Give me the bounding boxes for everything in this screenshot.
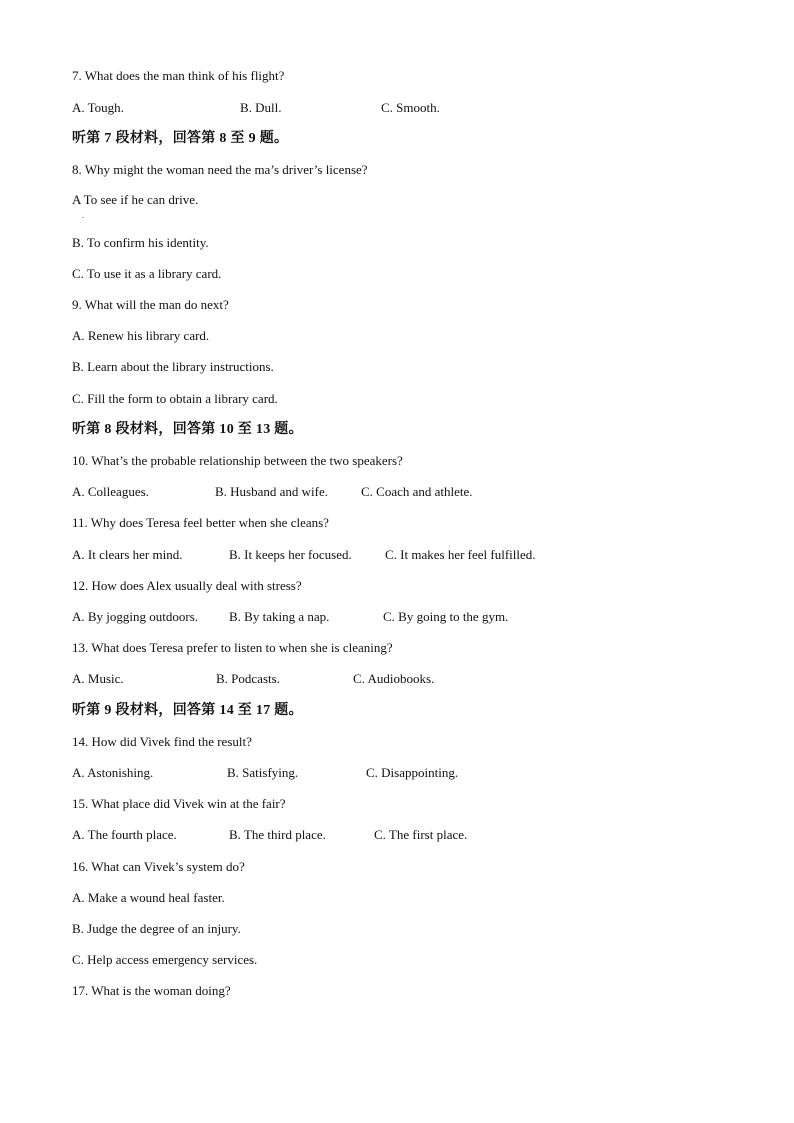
question-9: 9. What will the man do next? bbox=[72, 297, 229, 312]
q12-option-b: B. By taking a nap. bbox=[229, 609, 330, 624]
q11-option-a: A. It clears her mind. bbox=[72, 547, 183, 562]
q10-option-a: A. Colleagues. bbox=[72, 484, 149, 499]
q9-option-c: C. Fill the form to obtain a library card. bbox=[72, 391, 278, 406]
q9-option-a: A. Renew his library card. bbox=[72, 328, 210, 343]
q14-option-a: A. Astonishing. bbox=[72, 765, 154, 780]
q16-option-c: C. Help access emergency services. bbox=[72, 952, 258, 967]
q13-option-b: B. Podcasts. bbox=[216, 671, 280, 686]
q15-option-b: B. The third place. bbox=[229, 827, 326, 842]
question-13: 13. What does Teresa prefer to listen to when she is cleaning? bbox=[72, 640, 393, 655]
q10-option-c: C. Coach and athlete. bbox=[361, 484, 473, 499]
q12-option-c: C. By going to the gym. bbox=[383, 609, 509, 624]
q7-option-c: C. Smooth. bbox=[381, 100, 440, 115]
q14-option-c: C. Disappointing. bbox=[366, 765, 459, 780]
question-12: 12. How does Alex usually deal with stress? bbox=[72, 578, 302, 593]
question-8: 8. Why might the woman need the ma’s driver’s license? bbox=[72, 162, 368, 177]
question-11: 11. Why does Teresa feel better when she cleans? bbox=[72, 515, 329, 530]
q15-option-c: C. The first place. bbox=[374, 827, 468, 842]
q7-option-a: A. Tough. bbox=[72, 100, 124, 115]
q15-option-a: A. The fourth place. bbox=[72, 827, 177, 842]
q13-option-a: A. Music. bbox=[72, 671, 124, 686]
question-7: 7. What does the man think of his flight? bbox=[72, 68, 285, 83]
question-14: 14. How did Vivek find the result? bbox=[72, 734, 252, 749]
section-heading-passage-9: 听第 9 段材料，回答第 14 至 17 题。 bbox=[72, 703, 303, 718]
q11-option-c: C. It makes her feel fulfilled. bbox=[385, 547, 536, 562]
section-heading-passage-8: 听第 8 段材料，回答第 10 至 13 题。 bbox=[72, 422, 303, 437]
question-15: 15. What place did Vivek win at the fair? bbox=[72, 796, 286, 811]
q10-option-b: B. Husband and wife. bbox=[215, 484, 329, 499]
stray-dot-mark: . bbox=[82, 211, 84, 220]
q12-option-a: A. By jogging outdoors. bbox=[72, 609, 199, 624]
q13-option-c: C. Audiobooks. bbox=[353, 671, 435, 686]
q8-option-a: A To see if he can drive. bbox=[72, 192, 199, 207]
question-10: 10. What’s the probable relationship between the two speakers? bbox=[72, 453, 403, 468]
q14-option-b: B. Satisfying. bbox=[227, 765, 299, 780]
question-16: 16. What can Vivek’s system do? bbox=[72, 859, 245, 874]
q8-option-b: B. To confirm his identity. bbox=[72, 235, 209, 250]
q7-option-b: B. Dull. bbox=[240, 100, 282, 115]
q8-option-c: C. To use it as a library card. bbox=[72, 266, 222, 281]
q16-option-a: A. Make a wound heal faster. bbox=[72, 890, 225, 905]
q9-option-b: B. Learn about the library instructions. bbox=[72, 359, 274, 374]
question-17: 17. What is the woman doing? bbox=[72, 983, 231, 998]
section-heading-passage-7: 听第 7 段材料，回答第 8 至 9 题。 bbox=[72, 131, 289, 146]
q11-option-b: B. It keeps her focused. bbox=[229, 547, 352, 562]
q16-option-b: B. Judge the degree of an injury. bbox=[72, 921, 241, 936]
